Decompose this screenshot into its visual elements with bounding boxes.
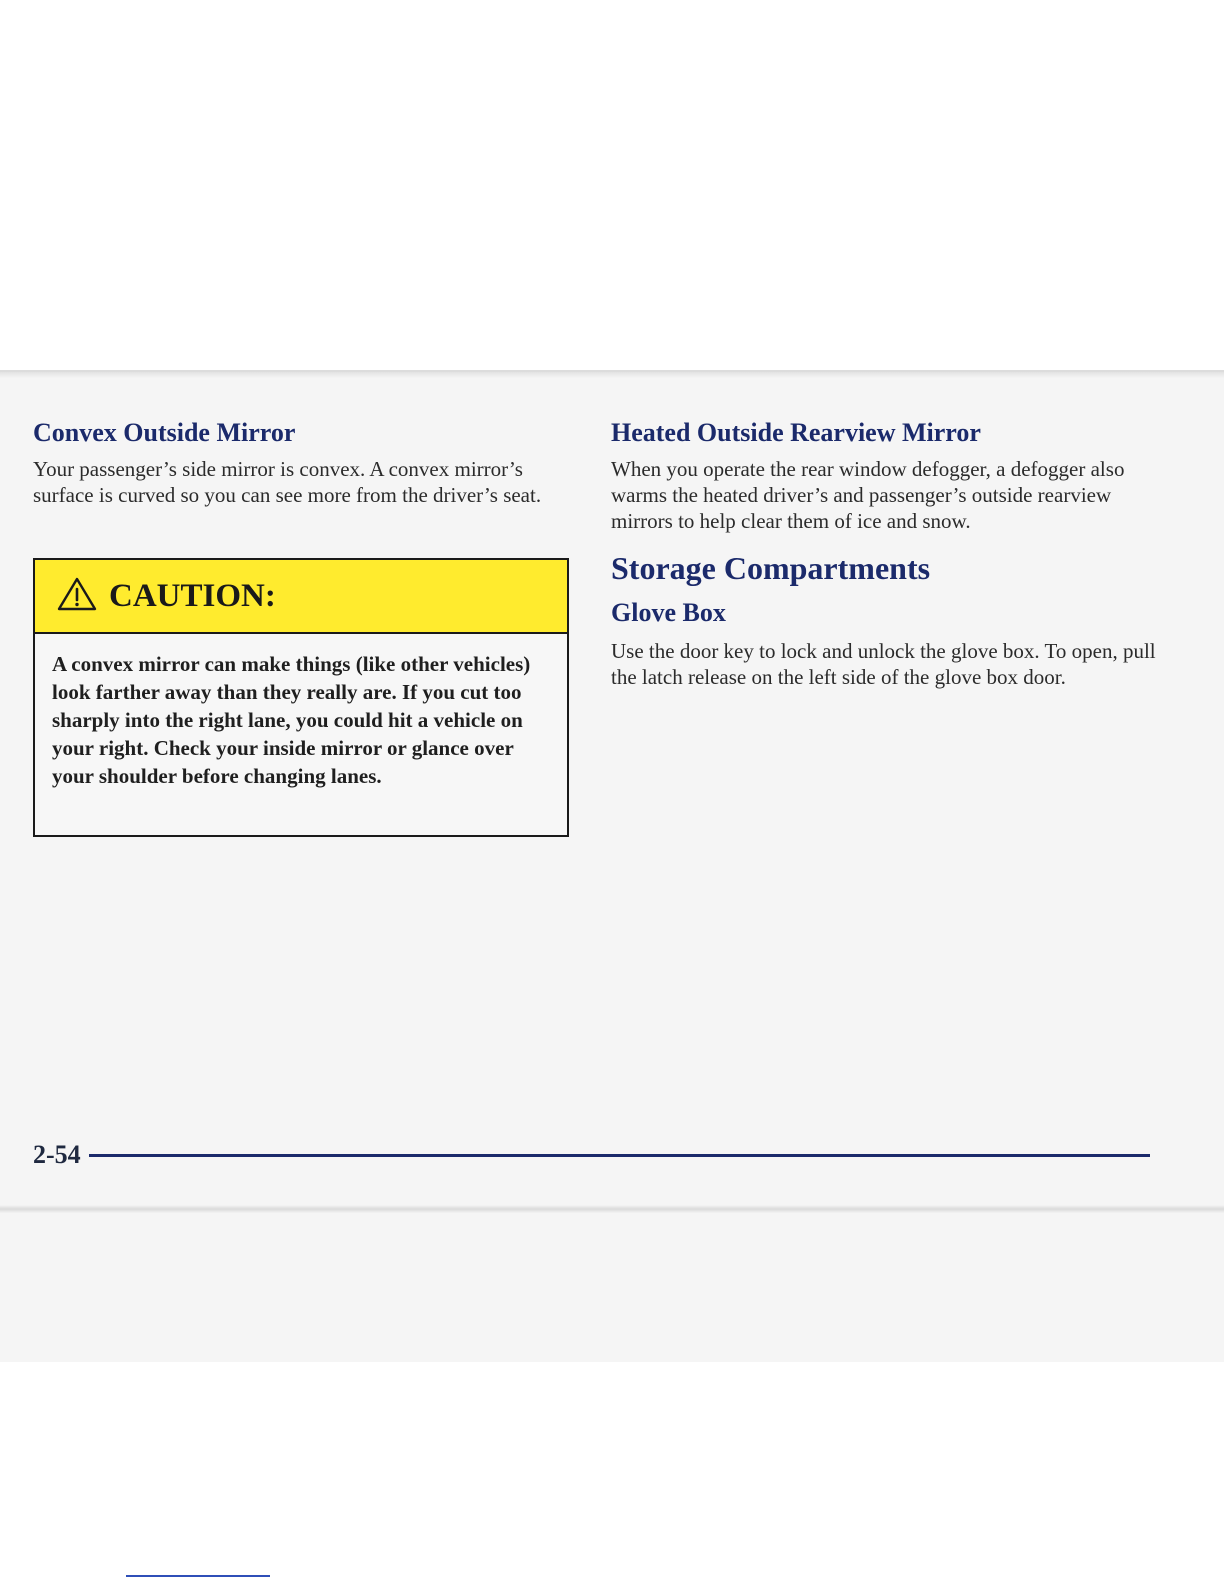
convex-mirror-heading: Convex Outside Mirror [33,418,296,447]
caution-header [35,560,567,634]
manual-page [0,370,1224,1362]
warning-triangle-icon [57,576,97,617]
page-bottom-shadow [0,1205,1224,1213]
left-column [33,418,578,508]
caution-body: A convex mirror can make things (like other vehicles) look farther away than they really are. If you cut too sharply into the right lane, you could hit a vehicle on your right. Check your inside mirror or glance over your shoulder before changing lanes. [52,652,531,788]
convex-mirror-paragraph: Your passenger’s side mirror is convex. A convex mirror’s surface is curved so you can see more from the driver’s seat. [33,457,542,507]
glove-box-heading: Glove Box [611,598,726,627]
glove-box-paragraph: Use the door key to lock and unlock the glove box. To open, pull the latch release on the left side of the glove box door. [611,639,1156,689]
heated-mirror-paragraph: When you operate the rear window defogger, a defogger also warms the heated driver’s and passenger’s outside rearview mirrors to help clear them of ice and snow. [611,457,1125,533]
caution-box [33,558,569,837]
right-column [611,418,1171,690]
footer-rule [89,1154,1150,1157]
heated-mirror-heading: Heated Outside Rearview Mirror [611,418,981,447]
caution-title: CAUTION: [109,578,276,614]
page-top-shadow [0,372,1224,378]
page-number: 2-54 [33,1140,81,1169]
page-footer [33,1135,1150,1175]
bottom-blue-rule [126,1575,270,1577]
storage-compartments-heading: Storage Compartments [611,550,931,586]
